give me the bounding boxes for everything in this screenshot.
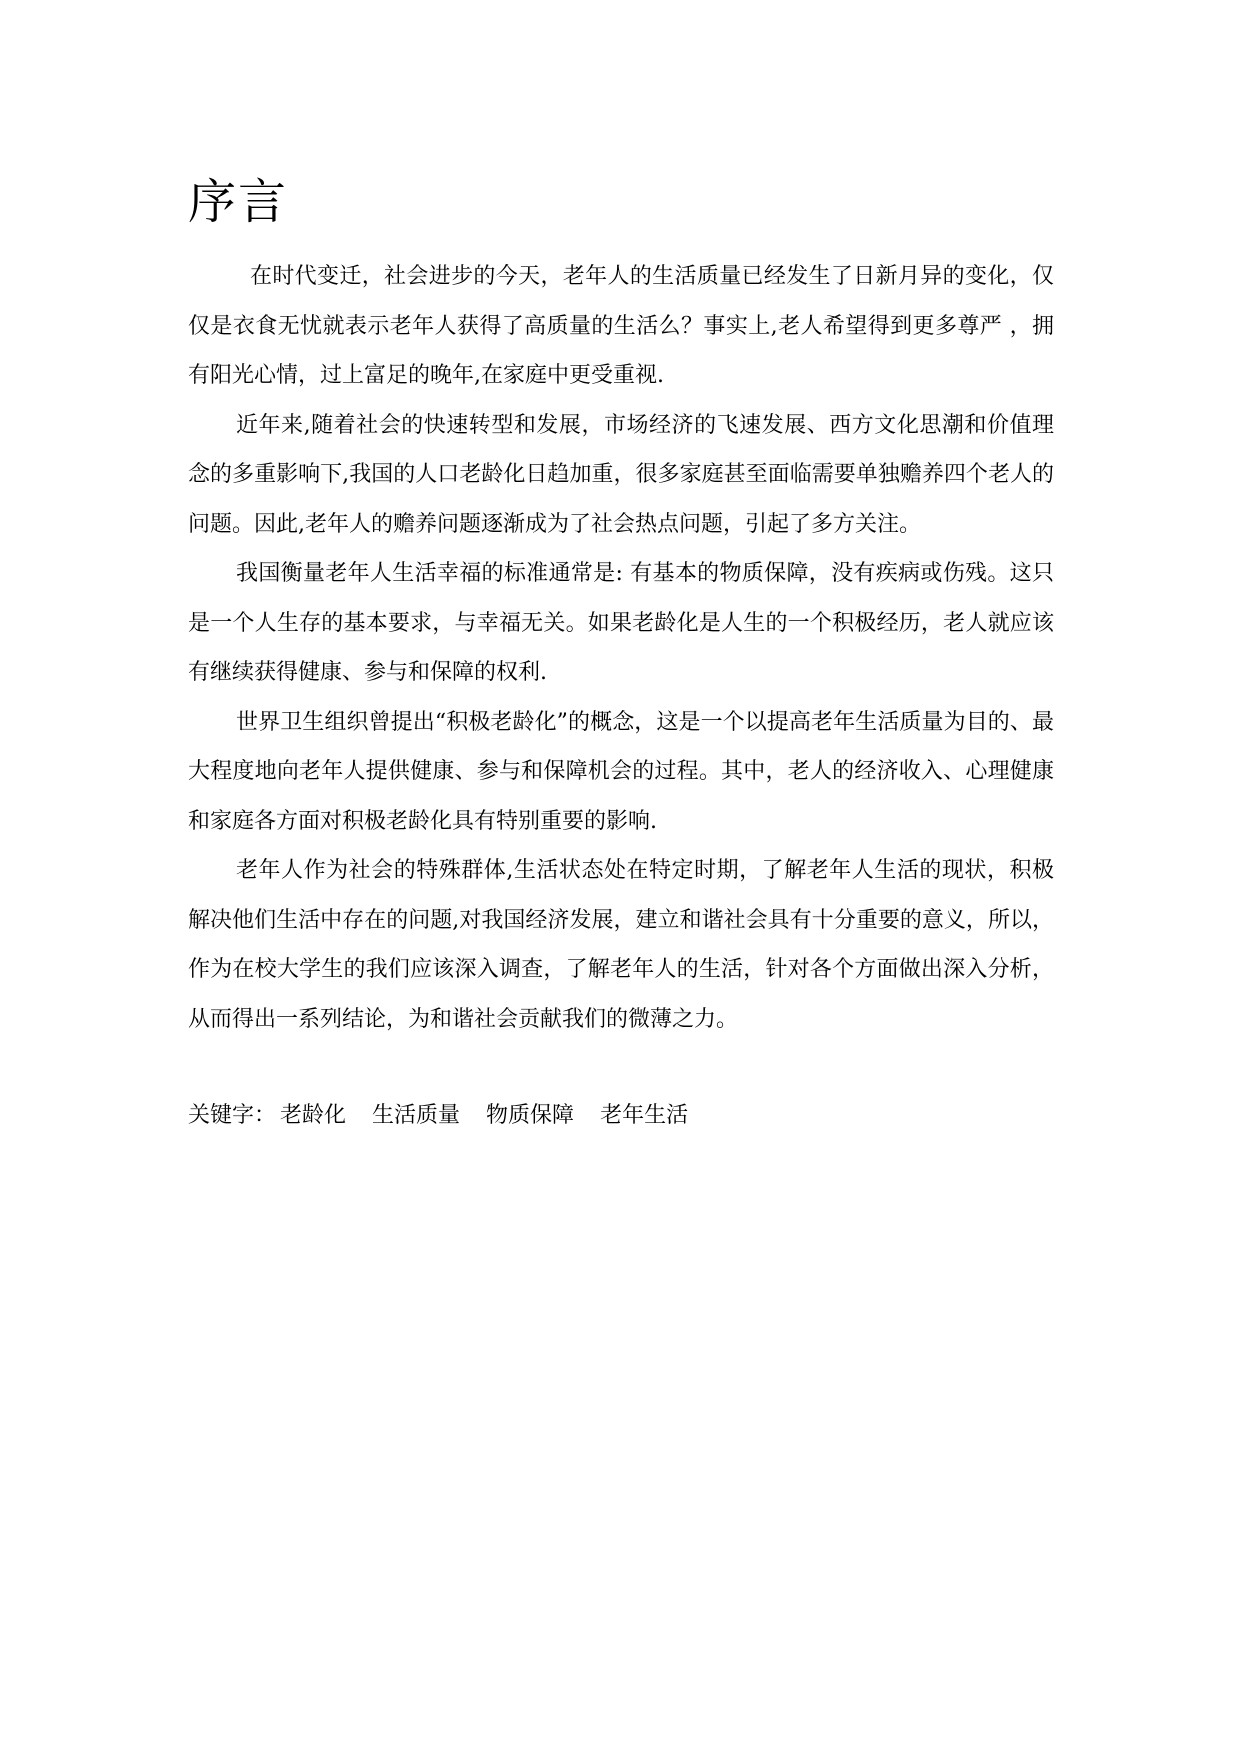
paragraph-1: 在时代变迁，社会进步的今天，老年人的生活质量已经发生了日新月异的变化，仅仅是衣食无忧就表示老年人获得了高质量的生活么？事实上,老人希望得到更多尊严 ，拥有阳光心情，过上富足的晚年,在家庭中更受重视.	[188, 264, 1054, 388]
paragraph-2: 近年来,随着社会的快速转型和发展，市场经济的飞速发展、西方文化思潮和价值理念的多重影响下,我国的人口老龄化日趋加重，很多家庭甚至面临需要单独赡养四个老人的问题。因此,老年人的赡养问题逐渐成为了社会热点问题，引起了多方关注。	[188, 412, 1054, 537]
keyword-item: 老年生活	[600, 1103, 689, 1128]
keyword-item: 生活质量	[372, 1103, 461, 1128]
body-text	[188, 252, 1054, 1044]
keywords-label: 关键字：	[188, 1103, 277, 1128]
keyword-item: 物质保障	[486, 1103, 575, 1128]
paragraph-5: 老年人作为社会的特殊群体,生活状态处在特定时期，了解老年人生活的现状，积极解决他们生活中存在的问题,对我国经济发展，建立和谐社会具有十分重要的意义，所以，作为在校大学生的我们应该深入调查，了解老年人的生活，针对各个方面做出深入分析，从而得出一系列结论，为和谐社会贡献我们的微薄之力。	[188, 858, 1054, 1032]
document-content	[188, 162, 1054, 1136]
paragraph-3: 我国衡量老年人生活幸福的标准通常是: 有基本的物质保障，没有疾病或伤残。这只是一个人生存的基本要求，与幸福无关。如果老龄化是人生的一个积极经历，老人就应该有继续获得健康、参与和保障的权利.	[188, 561, 1054, 685]
paragraph-4: 世界卫生组织曾提出“积极老龄化”的概念，这是一个以提高老年生活质量为目的、最大程度地向老年人提供健康、参与和保障机会的过程。其中，老人的经济收入、心理健康和家庭各方面对积极老龄化具有特别重要的影响.	[188, 709, 1054, 834]
keywords-line	[188, 1096, 1054, 1136]
keyword-item: 老龄化	[280, 1103, 347, 1128]
page-title: 序言	[188, 174, 289, 230]
